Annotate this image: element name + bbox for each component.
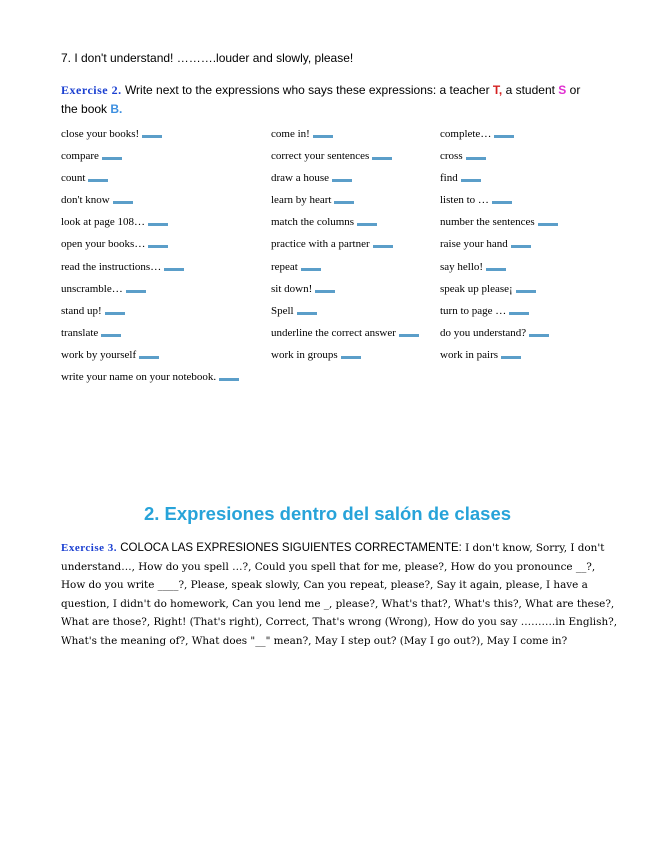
expression-item (61, 327, 121, 339)
expression-item (61, 349, 159, 361)
expression-text: cross (440, 150, 463, 163)
exercise-2-instructions (61, 81, 591, 119)
exercise-3-instruction: COLOCA LAS EXPRESIONES SIGUIENTES CORRECTAMENTE: (117, 542, 466, 554)
expression-item (61, 371, 239, 383)
expression-row (61, 261, 621, 283)
answer-blank[interactable] (164, 268, 184, 271)
expression-item (61, 150, 122, 162)
answer-blank[interactable] (373, 245, 393, 248)
answer-blank[interactable] (301, 268, 321, 271)
answer-blank[interactable] (492, 201, 512, 204)
answer-blank[interactable] (516, 290, 536, 293)
answer-blank[interactable] (357, 223, 377, 226)
expression-text: correct your sentences (271, 150, 370, 163)
expression-row (61, 283, 621, 305)
answer-blank[interactable] (139, 356, 159, 359)
expression-text: sit down! (271, 282, 313, 295)
expression-text: work in groups (271, 348, 338, 361)
expression-row (61, 194, 621, 216)
expression-item (61, 172, 108, 184)
expressions-grid (61, 128, 621, 393)
expression-text: turn to page … (440, 304, 507, 317)
answer-blank[interactable] (461, 179, 481, 182)
expression-row (61, 327, 621, 349)
expression-text: speak up please¡ (440, 282, 513, 295)
expression-item (440, 128, 514, 140)
expression-row (61, 305, 621, 327)
expression-text: work in pairs (440, 348, 499, 361)
expression-text: repeat (271, 260, 298, 273)
answer-blank[interactable] (341, 356, 361, 359)
expression-row (61, 150, 621, 172)
expression-item (271, 327, 419, 339)
answer-blank[interactable] (332, 179, 352, 182)
answer-blank[interactable] (88, 179, 108, 182)
expression-row (61, 238, 621, 260)
expression-text: underline the correct answer (271, 326, 396, 339)
answer-blank[interactable] (297, 312, 317, 315)
answer-blank[interactable] (399, 334, 419, 337)
answer-blank[interactable] (466, 157, 486, 160)
expression-item (271, 261, 321, 273)
expression-item (271, 349, 361, 361)
expression-text: raise your hand (440, 238, 508, 251)
expression-row (61, 371, 621, 393)
expression-text: don't know (61, 194, 110, 207)
expression-text: match the columns (271, 216, 355, 229)
expression-text: practice with a partner (271, 238, 370, 251)
expression-text: stand up! (61, 304, 102, 317)
answer-blank[interactable] (148, 245, 168, 248)
expression-item (440, 349, 521, 361)
exercise-2-text-a: Write next to the expressions who says these expressions: a teacher (121, 83, 493, 97)
expression-text: look at page 108… (61, 216, 146, 229)
answer-blank[interactable] (142, 135, 162, 138)
answer-blank[interactable] (219, 378, 239, 381)
expression-item (440, 283, 536, 295)
expression-row (61, 172, 621, 194)
answer-blank[interactable] (315, 290, 335, 293)
expression-item (440, 150, 486, 162)
expression-text: translate (61, 326, 99, 339)
expression-item (61, 194, 133, 206)
answer-blank[interactable] (113, 201, 133, 204)
expression-text: number the sentences (440, 216, 535, 229)
answer-blank[interactable] (538, 223, 558, 226)
answer-blank[interactable] (501, 356, 521, 359)
expression-item (440, 305, 529, 317)
answer-blank[interactable] (313, 135, 333, 138)
expression-item (271, 216, 377, 228)
expression-item (440, 216, 558, 228)
answer-blank[interactable] (148, 223, 168, 226)
expression-item (440, 238, 531, 250)
expression-item (271, 283, 335, 295)
answer-blank[interactable] (529, 334, 549, 337)
expression-text: come in! (271, 128, 310, 140)
exercise-3-label: Exercise 3. (61, 542, 118, 554)
expression-item (271, 194, 354, 206)
answer-blank[interactable] (372, 157, 392, 160)
answer-blank[interactable] (126, 290, 146, 293)
expression-item (271, 128, 333, 140)
expression-row (61, 216, 621, 238)
answer-blank[interactable] (486, 268, 506, 271)
answer-blank[interactable] (334, 201, 354, 204)
letter-student: S (558, 83, 567, 97)
expression-item (440, 172, 481, 184)
expression-item (440, 194, 512, 206)
expression-text: listen to … (440, 194, 489, 207)
expression-text: draw a house (271, 172, 330, 185)
expression-item (61, 283, 146, 295)
expression-text: write your name on your notebook. (61, 371, 217, 384)
expression-item (61, 305, 125, 317)
exercise-2-text-b: a student (502, 83, 559, 97)
answer-blank[interactable] (511, 245, 531, 248)
expression-text: complete… (440, 128, 492, 140)
expression-item (61, 216, 168, 228)
letter-teacher: T, (492, 83, 503, 97)
answer-blank[interactable] (494, 135, 514, 138)
exercise-2-label: Exercise 2. (61, 83, 122, 97)
expression-text: close your books! (61, 128, 140, 140)
expression-text: work by yourself (61, 348, 137, 361)
answer-blank[interactable] (105, 312, 125, 315)
expression-item (61, 238, 168, 250)
answer-blank[interactable] (102, 157, 122, 160)
expression-text: compare (61, 150, 99, 163)
exercise-line-7: 7. I don't understand! ……….louder and slowly, please! (61, 51, 354, 65)
exercise-3-expressions: I don't know, Sorry, I don't understand…, How do you spell …?, Could you spell that for me, please?, How do you pronounce __?, How do you write ____?, Please, speak slowly, Can you repeat, please?, Say it again, please, I have a question, I didn't do homework, Can you lend me _, please?, What's that?, What's this?, What are these?, What are those?, Right! (That's right), Correct, That's wrong (Wrong), How do you say ……….in English?, What's the meaning of?, What does "__" mean?, May I step out? (May I go out?), May I come in? (61, 542, 618, 647)
expression-text: Spell (271, 304, 294, 317)
expression-item (271, 305, 317, 317)
expression-row (61, 349, 621, 371)
letter-book: B. (110, 102, 123, 116)
answer-blank[interactable] (101, 334, 121, 337)
expression-row (61, 128, 621, 150)
exercise-3 (61, 539, 621, 651)
expression-item (271, 238, 393, 250)
expression-item (61, 261, 184, 273)
expression-item (271, 172, 352, 184)
expression-text: find (440, 172, 458, 185)
expression-item (440, 261, 506, 273)
expression-text: unscramble… (61, 282, 123, 295)
expression-text: say hello! (440, 260, 484, 273)
expression-text: count (61, 172, 86, 185)
expression-text: do you understand? (440, 326, 527, 339)
expression-text: learn by heart (271, 194, 332, 207)
exercise-2-text-c: or the book (61, 83, 581, 116)
expression-item (271, 150, 392, 162)
expression-text: read the instructions… (61, 260, 162, 273)
expression-text: open your books… (61, 238, 146, 251)
expression-item (61, 128, 162, 140)
expression-item (440, 327, 549, 339)
section-heading: 2. Expresiones dentro del salón de clases (143, 503, 512, 524)
answer-blank[interactable] (509, 312, 529, 315)
